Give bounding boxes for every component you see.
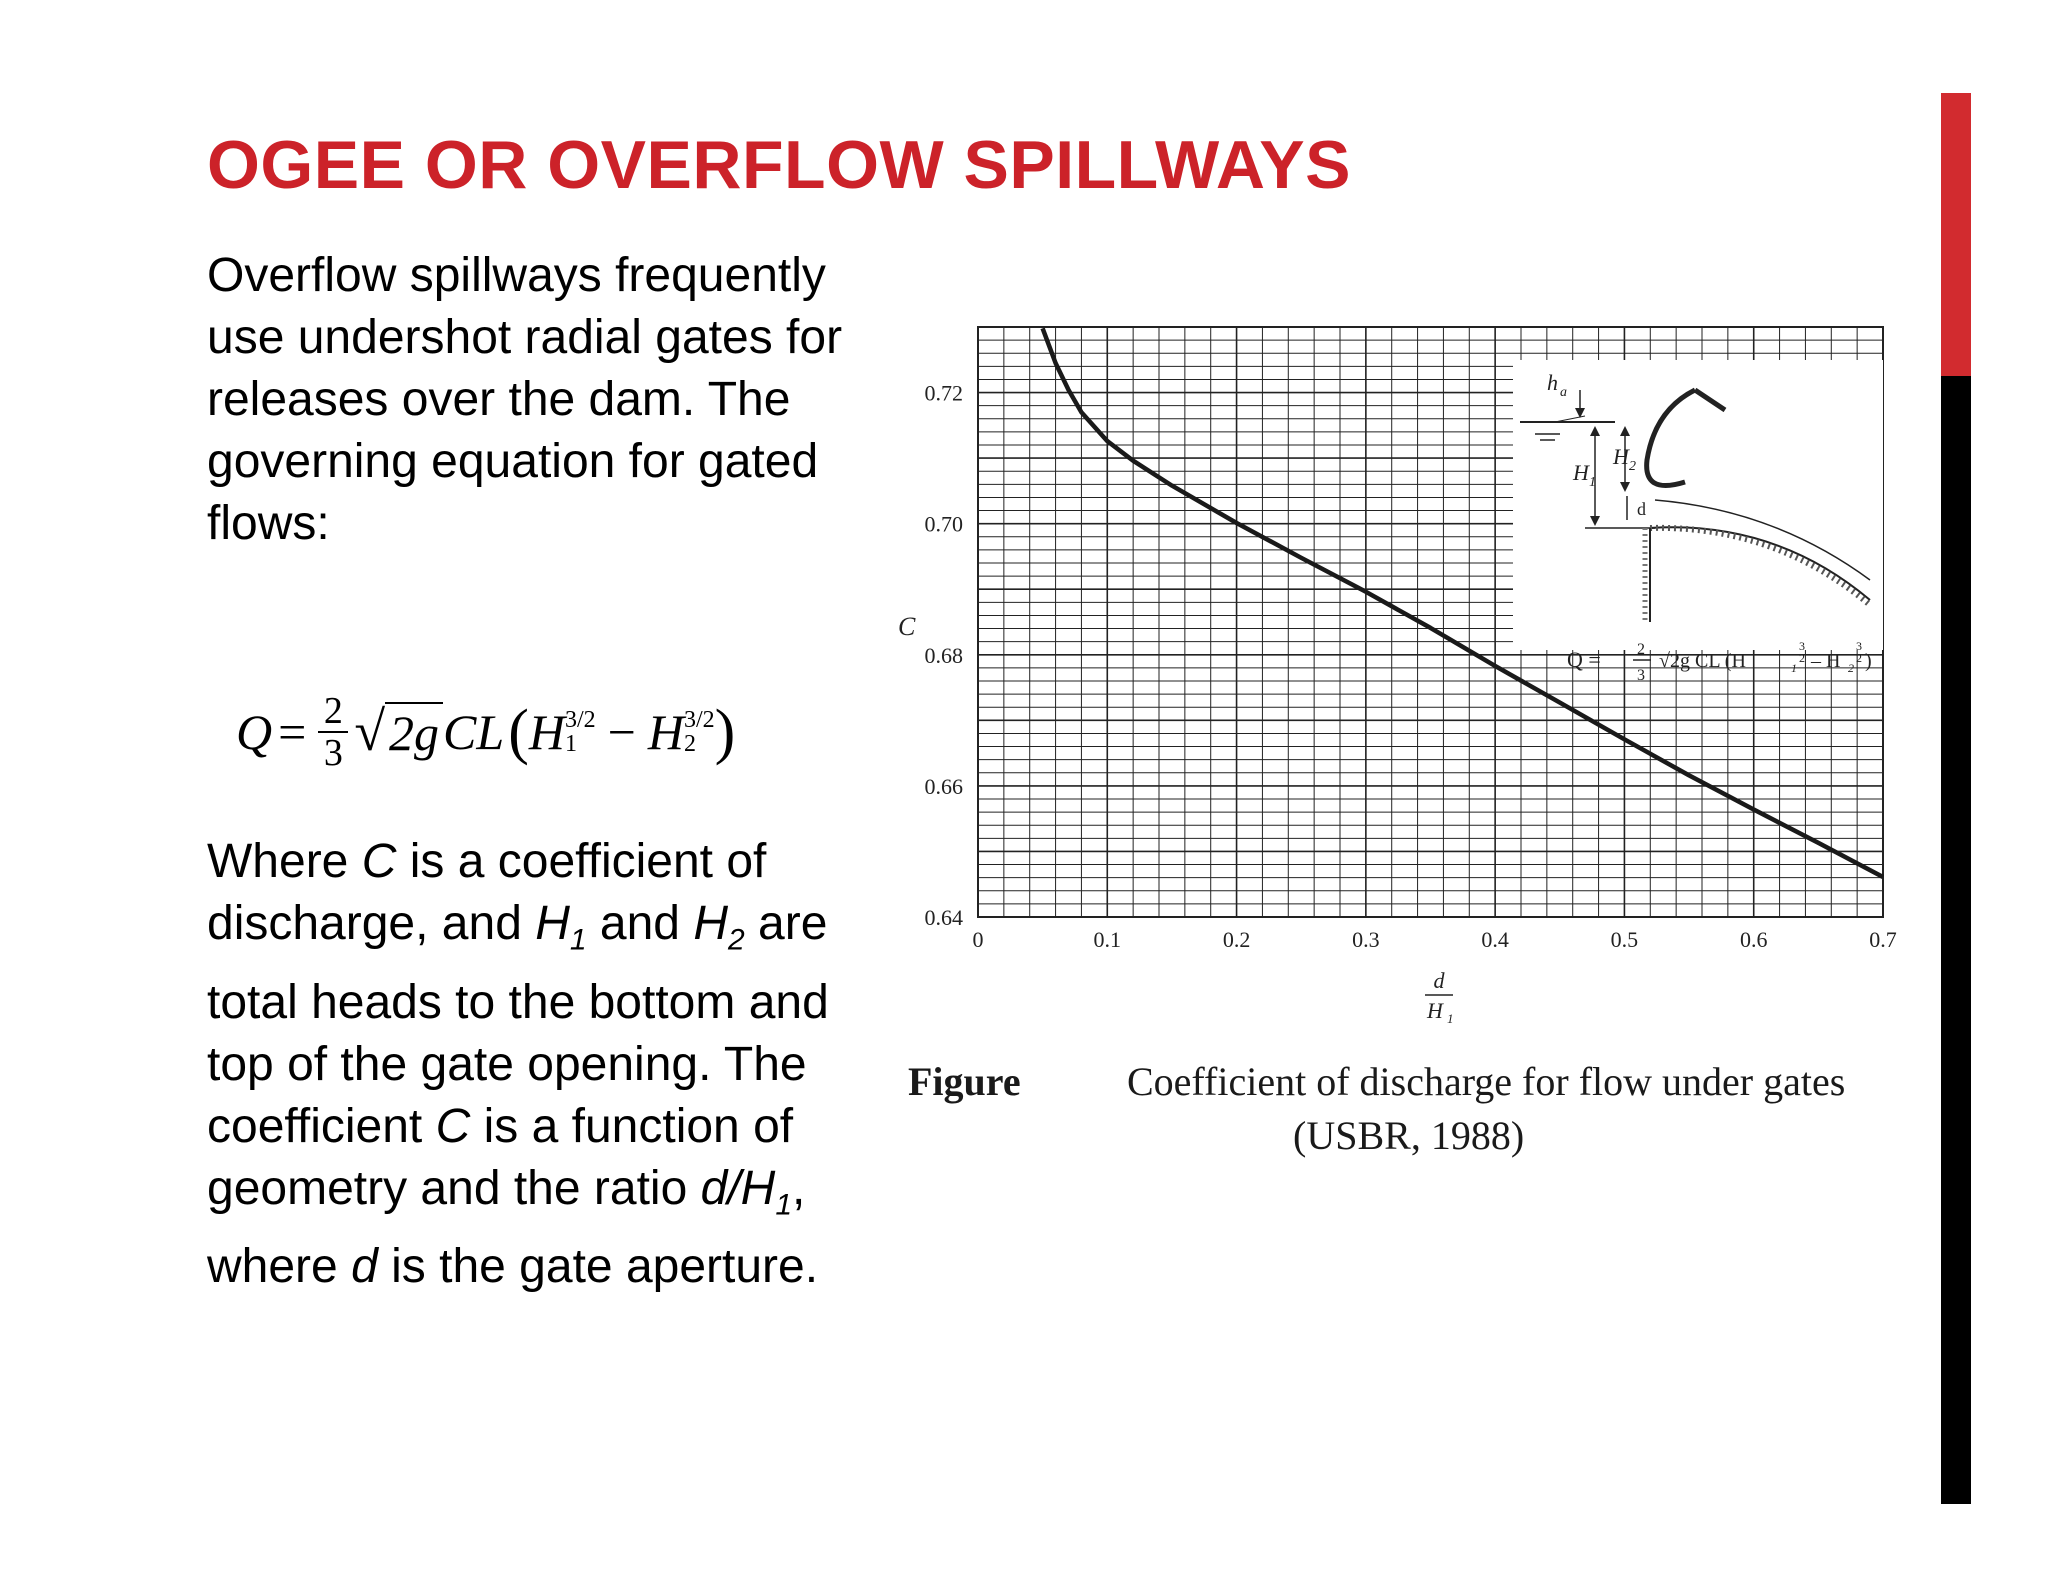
intro-paragraph: Overflow spillways frequently use undershot radial gates for releases over the dam. The governing equation for gated flows: [207, 249, 843, 550]
p2-h2-var: H [693, 897, 729, 950]
x-tick-label: 0.3 [1352, 927, 1380, 952]
p2-b: is a coefficient of discharge, and [207, 835, 767, 950]
eq-fraction [318, 691, 348, 773]
inset-h1-sub: 1 [1589, 475, 1596, 490]
eq-radicand: 2g [385, 702, 443, 762]
explanation-paragraph [207, 831, 847, 1298]
p2-e: is a function of geometry and the ratio [207, 1099, 794, 1215]
inset-formula-sub2: 2 [1848, 661, 1854, 675]
accent-bar-black [1941, 376, 1971, 1504]
eq-cl: CL [443, 704, 505, 760]
y-tick-label: 0.72 [924, 380, 963, 406]
accent-bar-red [1941, 93, 1971, 376]
eq-h2-sub: 2 [683, 731, 696, 757]
inset-formula-close: ) [1865, 650, 1872, 672]
y-tick-label: 0.66 [924, 773, 963, 799]
inset-h2-label: H [1613, 444, 1629, 469]
eq-lhs: Q [236, 704, 273, 760]
inset-ha-sub: a [1560, 385, 1567, 400]
x-tick-label: 0.2 [1222, 927, 1251, 952]
eq-h1-exp: 3/2 [564, 707, 596, 733]
p2-f: , where [207, 1161, 806, 1294]
inset-formula-exp1: 3 [1799, 639, 1805, 653]
p2-d-var: d [351, 1240, 378, 1294]
figure-source: (USBR, 1988) [1293, 1113, 1525, 1158]
x-tick-label: 0.5 [1610, 927, 1639, 952]
inset-formula-num: 2 [1637, 641, 1645, 658]
x-axis-label-den-sub: 1 [1447, 1011, 1454, 1026]
inset-formula-minus: – H [1811, 650, 1841, 672]
y-tick-label: 0.70 [924, 511, 963, 537]
chart-inset [1513, 360, 1883, 684]
p2-c: and [586, 897, 694, 950]
p2-h2-sub: 2 [728, 923, 745, 957]
inset-formula-q: Q = [1567, 647, 1601, 672]
p2-c2-var: C [435, 1099, 471, 1153]
x-axis-label-den: H [1427, 998, 1443, 1023]
eq-equals: = [278, 704, 307, 760]
x-tick-label: 0.7 [1869, 927, 1897, 952]
inset-formula-expden2: 2 [1856, 651, 1862, 665]
eq-h2: H [647, 704, 684, 760]
figure-label: Figure [908, 1059, 1021, 1104]
x-axis-label-num: d [1433, 968, 1445, 993]
inset-formula-sub1: 1 [1791, 661, 1797, 675]
inset-formula-expden1: 2 [1799, 651, 1805, 665]
inset-formula-exp2: 3 [1856, 639, 1862, 653]
discharge-chart [895, 310, 1945, 1030]
p2-h1-sub: 1 [569, 923, 587, 957]
x-tick-label: 0 [972, 927, 984, 952]
eq-h1-sub: 1 [564, 731, 577, 757]
y-axis-label: C [898, 612, 916, 641]
x-tick-label: 0.6 [1739, 927, 1768, 952]
p2-h1-var: H [535, 897, 570, 950]
eq-minus: − [607, 704, 636, 760]
x-tick-label: 0.1 [1093, 927, 1122, 952]
eq-denominator: 3 [323, 732, 343, 774]
inset-h1-label: H [1573, 460, 1589, 485]
x-tick-label: 0.4 [1481, 927, 1509, 952]
figure-caption: Coefficient of discharge for flow under gates [1127, 1059, 1846, 1104]
y-tick-label: 0.64 [924, 905, 963, 930]
eq-h2-exp: 3/2 [683, 707, 715, 733]
p2-g: is the gate aperture. [377, 1240, 819, 1294]
eq-numerator: 2 [323, 690, 343, 732]
slide-title: OGEE OR OVERFLOW SPILLWAYS [207, 127, 1351, 203]
p2-ratio-sub: 1 [775, 1188, 793, 1222]
inset-formula-den: 3 [1637, 667, 1645, 684]
eq-h1: H [528, 704, 565, 760]
inset-ha-label: h [1547, 370, 1558, 395]
p2-ratio: d/H [700, 1161, 776, 1215]
inset-formula-rest: √2g CL (H [1659, 650, 1746, 672]
p2-a: Where [207, 835, 362, 888]
discharge-equation: Q = $\frac{2}{3}$ √ 2g CL ( H 3/2 1 − H 3/2 2 ) [236, 690, 736, 774]
inset-d-label: d [1637, 499, 1646, 519]
p2-d: are total heads to the bottom and top of the gate opening. The coefficient [207, 897, 829, 1153]
inset-h2-sub: 2 [1629, 459, 1636, 474]
y-tick-label: 0.68 [924, 642, 963, 668]
p2-c-var: C [361, 835, 397, 888]
eq-sqrt: √ 2g [354, 700, 443, 764]
